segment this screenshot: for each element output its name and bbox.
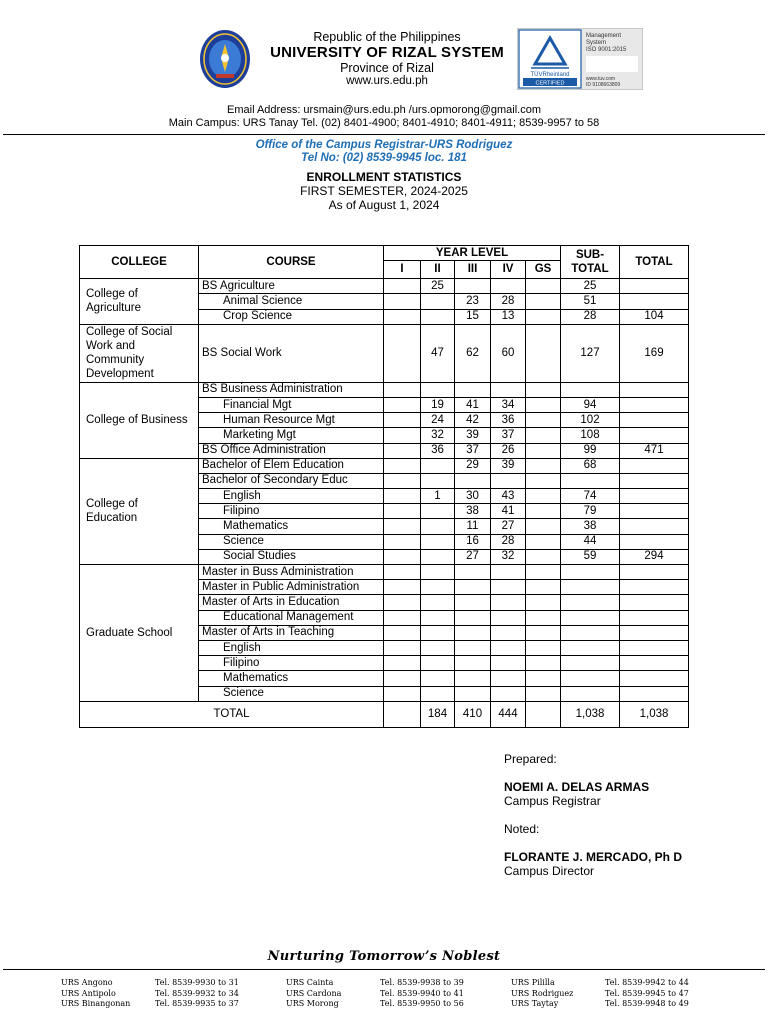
office-block [0, 139, 768, 165]
year-cell [421, 504, 455, 519]
contact-block [0, 104, 768, 130]
subtotal-cell [561, 686, 620, 701]
year-cell [421, 534, 455, 549]
subtotal-cell: 38 [561, 519, 620, 534]
year-cell: 62 [455, 324, 491, 382]
year-cell [526, 458, 561, 473]
year-cell [421, 625, 455, 640]
year-cell [384, 279, 421, 294]
year-cell: 27 [455, 549, 491, 564]
cert-line-2: System [586, 40, 607, 46]
course-cell: Master of Arts in Teaching [199, 625, 384, 640]
year-cell: 37 [491, 428, 526, 443]
subtotal-cell: 79 [561, 504, 620, 519]
year-cell [384, 565, 421, 580]
year-cell [384, 504, 421, 519]
year-cell: 47 [421, 324, 455, 382]
subtotal-cell: 59 [561, 549, 620, 564]
year-cell [384, 294, 421, 309]
year-cell: 32 [491, 549, 526, 564]
year-cell [491, 671, 526, 686]
year-cell: 15 [455, 309, 491, 324]
province-line: Province of Rizal [340, 61, 434, 75]
year-cell [455, 473, 491, 488]
tuv-certification-badge-icon [517, 28, 643, 90]
campus-name: URS Angono [61, 978, 113, 987]
year-cell: 24 [421, 413, 455, 428]
course-cell: Filipino [199, 656, 384, 671]
year-cell [421, 458, 455, 473]
year-cell [421, 519, 455, 534]
totals-year-cell [526, 701, 561, 727]
year-cell [421, 610, 455, 625]
year-cell [384, 382, 421, 397]
col-college: COLLEGE [80, 246, 199, 279]
year-cell: 37 [455, 443, 491, 458]
course-cell: Science [199, 686, 384, 701]
course-cell: Animal Science [199, 294, 384, 309]
year-cell [526, 428, 561, 443]
subtotal-cell: 99 [561, 443, 620, 458]
total-cell [620, 473, 689, 488]
total-cell: 104 [620, 309, 689, 324]
campus-tel: Tel. 8539-9938 to 39 [380, 978, 464, 987]
course-cell: Master of Arts in Education [199, 595, 384, 610]
year-cell [491, 382, 526, 397]
campus-name: URS Rodriguez [511, 988, 574, 998]
cert-id: ID 9108663809 [586, 82, 621, 88]
total-cell [620, 686, 689, 701]
prepared-title: Campus Registrar [504, 794, 601, 808]
total-cell [620, 458, 689, 473]
year-cell: 16 [455, 534, 491, 549]
totals-row [80, 701, 689, 727]
year-cell [455, 279, 491, 294]
col-year-1: I [384, 261, 421, 279]
year-cell [384, 549, 421, 564]
cert-line-3: ISO 9001:2015 [586, 47, 627, 53]
total-cell [620, 489, 689, 504]
year-cell: 23 [455, 294, 491, 309]
campus-name: URS Binangonan [61, 999, 131, 1008]
year-cell: 28 [491, 534, 526, 549]
year-cell: 26 [491, 443, 526, 458]
totals-year-cell: 410 [455, 701, 491, 727]
year-cell [526, 413, 561, 428]
year-cell: 29 [455, 458, 491, 473]
year-cell [455, 656, 491, 671]
year-cell [384, 473, 421, 488]
table-header [80, 246, 689, 279]
noted-name: FLORANTE J. MERCADO, Ph D [504, 850, 683, 864]
campus-name: URS Cainta [286, 978, 334, 987]
year-cell [455, 565, 491, 580]
year-cell [455, 671, 491, 686]
course-cell: Master in Public Administration [199, 580, 384, 595]
course-cell: Bachelor of Elem Education [199, 458, 384, 473]
totals-label: TOTAL [80, 701, 384, 727]
year-cell [455, 595, 491, 610]
year-cell: 39 [491, 458, 526, 473]
year-cell [526, 640, 561, 655]
report-semester: FIRST SEMESTER, 2024-2025 [300, 184, 468, 198]
course-cell: Crop Science [199, 309, 384, 324]
college-cell: College of Social Work and Community Development [80, 324, 199, 382]
year-cell: 28 [491, 294, 526, 309]
year-cell [455, 610, 491, 625]
year-cell [526, 686, 561, 701]
year-cell: 34 [491, 397, 526, 412]
total-cell [620, 610, 689, 625]
subtotal-cell: 44 [561, 534, 620, 549]
year-cell: 41 [491, 504, 526, 519]
year-cell [526, 382, 561, 397]
letterhead [0, 26, 768, 96]
year-cell [384, 656, 421, 671]
year-cell: 43 [491, 489, 526, 504]
subtotal-cell: 25 [561, 279, 620, 294]
table-row [80, 279, 689, 294]
year-cell [421, 656, 455, 671]
year-cell [384, 443, 421, 458]
total-cell [620, 656, 689, 671]
year-cell [491, 625, 526, 640]
year-cell [384, 595, 421, 610]
subtotal-cell [561, 595, 620, 610]
year-cell [526, 473, 561, 488]
website-line: www.urs.edu.ph [346, 75, 428, 87]
year-cell: 38 [455, 504, 491, 519]
campus-tel: Tel. 8539-9945 to 47 [605, 988, 689, 998]
total-cell [620, 504, 689, 519]
year-cell [526, 324, 561, 382]
year-cell [421, 473, 455, 488]
subtotal-cell [561, 473, 620, 488]
col-year-3: III [455, 261, 491, 279]
subtotal-cell [561, 565, 620, 580]
year-cell [491, 565, 526, 580]
total-cell [620, 519, 689, 534]
course-cell: Social Studies [199, 549, 384, 564]
campus-tel: Tel. 8539-9940 to 41 [380, 988, 464, 998]
year-cell [526, 309, 561, 324]
total-cell: 169 [620, 324, 689, 382]
university-seal-icon [198, 28, 252, 90]
year-cell [526, 610, 561, 625]
year-cell [384, 625, 421, 640]
year-cell [421, 686, 455, 701]
year-cell [421, 549, 455, 564]
cert-url: www.tuv.com [586, 76, 616, 82]
prepared-name: NOEMI A. DELAS ARMAS [504, 780, 650, 794]
col-year-gs: GS [526, 261, 561, 279]
year-cell [491, 610, 526, 625]
course-cell: BS Agriculture [199, 279, 384, 294]
year-cell [384, 534, 421, 549]
year-cell [384, 489, 421, 504]
year-cell: 39 [455, 428, 491, 443]
subtotal-cell [561, 640, 620, 655]
year-cell [421, 595, 455, 610]
year-cell [421, 565, 455, 580]
total-cell [620, 397, 689, 412]
year-cell: 60 [491, 324, 526, 382]
total-cell: 471 [620, 443, 689, 458]
campus-tel: Tel. 8539-9935 to 37 [155, 999, 239, 1008]
motto: Nurturing Tomorrow’s Noblest [267, 949, 501, 964]
campus-tel: Tel. 8539-9930 to 31 [155, 978, 239, 987]
year-cell [526, 595, 561, 610]
col-subtotal: SUB- TOTAL [561, 246, 620, 279]
campus-tel: Tel. 8539-9932 to 34 [155, 988, 239, 998]
col-year-4: IV [491, 261, 526, 279]
campus-name: URS Morong [286, 999, 339, 1008]
year-cell [455, 625, 491, 640]
total-cell [620, 382, 689, 397]
year-cell [491, 686, 526, 701]
cert-line-1: Management [586, 33, 622, 39]
year-cell [526, 397, 561, 412]
col-year-2: II [421, 261, 455, 279]
year-cell [491, 279, 526, 294]
campus-tel: Tel. 8539-9942 to 44 [605, 978, 689, 987]
col-course: COURSE [199, 246, 384, 279]
total-cell [620, 413, 689, 428]
table-row [80, 324, 689, 382]
course-cell: Financial Mgt [199, 397, 384, 412]
year-cell [384, 428, 421, 443]
subtotal-cell: 51 [561, 294, 620, 309]
course-cell: English [199, 640, 384, 655]
total-cell [620, 580, 689, 595]
year-cell: 27 [491, 519, 526, 534]
subtotal-cell: 102 [561, 413, 620, 428]
campus-name: URS Antipolo [61, 988, 116, 998]
college-cell: College of Education [80, 458, 199, 564]
campus-tel: Tel. 8539-9950 to 56 [380, 999, 464, 1008]
totals-year-cell [384, 701, 421, 727]
course-cell: Human Resource Mgt [199, 413, 384, 428]
total-cell [620, 565, 689, 580]
signatories [504, 752, 682, 878]
year-cell: 19 [421, 397, 455, 412]
college-cell: College of Agriculture [80, 279, 199, 325]
year-cell [526, 625, 561, 640]
year-cell [526, 580, 561, 595]
year-cell [491, 656, 526, 671]
course-cell: Mathematics [199, 519, 384, 534]
subtotal-cell: 68 [561, 458, 620, 473]
total-cell [620, 671, 689, 686]
course-cell: Filipino [199, 504, 384, 519]
republic-line: Republic of the Philippines [313, 30, 461, 44]
year-cell [526, 519, 561, 534]
table-row [80, 458, 689, 473]
year-cell [526, 656, 561, 671]
subtotal-cell [561, 580, 620, 595]
report-title-block [0, 170, 768, 212]
course-cell: Master in Buss Administration [199, 565, 384, 580]
subtotal-cell: 94 [561, 397, 620, 412]
campus-row [61, 978, 741, 989]
year-cell [384, 519, 421, 534]
total-cell: 294 [620, 549, 689, 564]
year-cell [526, 534, 561, 549]
course-cell: BS Social Work [199, 324, 384, 382]
year-cell [491, 640, 526, 655]
subtotal-cell: 28 [561, 309, 620, 324]
university-name: UNIVERSITY OF RIZAL SYSTEM [270, 44, 504, 61]
year-cell [526, 443, 561, 458]
totals-year-cell: 184 [421, 701, 455, 727]
campus-directory [61, 978, 741, 1010]
report-as-of: As of August 1, 2024 [328, 198, 440, 212]
noted-label: Noted: [504, 822, 540, 836]
campus-row [61, 999, 741, 1010]
total-cell [620, 625, 689, 640]
year-cell: 36 [491, 413, 526, 428]
year-cell: 30 [455, 489, 491, 504]
total-cell [620, 534, 689, 549]
total-cell [620, 428, 689, 443]
college-cell: College of Business [80, 382, 199, 458]
year-cell [526, 294, 561, 309]
year-cell [421, 640, 455, 655]
year-cell [384, 671, 421, 686]
campus-tel: Tel. 8539-9948 to 49 [605, 999, 689, 1008]
year-cell [455, 580, 491, 595]
subtotal-cell: 127 [561, 324, 620, 382]
course-cell: Science [199, 534, 384, 549]
total-cell [620, 294, 689, 309]
year-cell [526, 504, 561, 519]
subtotal-cell [561, 671, 620, 686]
subtotal-cell [561, 625, 620, 640]
year-cell [384, 580, 421, 595]
tuv-brand: TÜVRheinland [530, 72, 570, 78]
year-cell [384, 324, 421, 382]
year-cell: 1 [421, 489, 455, 504]
course-cell: BS Office Administration [199, 443, 384, 458]
subtotal-cell [561, 656, 620, 671]
year-cell [455, 640, 491, 655]
year-cell [421, 309, 455, 324]
report-title: ENROLLMENT STATISTICS [306, 170, 462, 184]
year-cell [526, 279, 561, 294]
year-cell [526, 549, 561, 564]
subtotal-cell [561, 382, 620, 397]
table-body [80, 279, 689, 728]
course-cell: BS Business Administration [199, 382, 384, 397]
year-cell [384, 458, 421, 473]
year-cell [526, 489, 561, 504]
year-cell [491, 473, 526, 488]
enrollment-table [79, 245, 689, 728]
year-cell: 32 [421, 428, 455, 443]
totals-subtotal-cell: 1,038 [561, 701, 620, 727]
year-cell [384, 397, 421, 412]
year-cell: 25 [421, 279, 455, 294]
table-row [80, 382, 689, 397]
year-cell [421, 382, 455, 397]
grand-total-cell: 1,038 [620, 701, 689, 727]
year-cell [491, 580, 526, 595]
office-tel: Tel No: (02) 8539-9945 loc. 181 [301, 152, 467, 164]
subtotal-cell: 108 [561, 428, 620, 443]
campus-name: URS Pililla [511, 978, 555, 987]
year-cell [384, 640, 421, 655]
course-cell: English [199, 489, 384, 504]
total-cell [620, 595, 689, 610]
year-cell [384, 309, 421, 324]
year-cell: 13 [491, 309, 526, 324]
year-cell [455, 686, 491, 701]
university-name-block [262, 30, 512, 88]
col-year-level: YEAR LEVEL [384, 246, 561, 261]
total-cell [620, 640, 689, 655]
totals-year-cell: 444 [491, 701, 526, 727]
year-cell [526, 671, 561, 686]
col-total: TOTAL [620, 246, 689, 279]
total-cell [620, 279, 689, 294]
prepared-label: Prepared: [504, 752, 557, 766]
main-campus-line: Main Campus: URS Tanay Tel. (02) 8401-4900; 8401-4910; 8401-4911; 8539-9957 to 58 [168, 117, 600, 129]
year-cell [526, 565, 561, 580]
year-cell [455, 382, 491, 397]
year-cell [421, 294, 455, 309]
header-divider [3, 134, 765, 135]
year-cell: 36 [421, 443, 455, 458]
year-cell: 11 [455, 519, 491, 534]
college-cell: Graduate School [80, 565, 199, 702]
office-name: Office of the Campus Registrar-URS Rodriguez [255, 139, 513, 151]
year-cell: 42 [455, 413, 491, 428]
campus-name: URS Taytay [511, 999, 559, 1008]
year-cell [384, 686, 421, 701]
course-cell: Educational Management [199, 610, 384, 625]
campus-name: URS Cardona [286, 988, 342, 998]
course-cell: Mathematics [199, 671, 384, 686]
subtotal-cell [561, 610, 620, 625]
noted-title: Campus Director [504, 864, 595, 878]
tuv-certified: CERTIFIED [535, 80, 565, 87]
course-cell: Bachelor of Secondary Educ [199, 473, 384, 488]
email-line: Email Address: ursmain@urs.edu.ph /urs.opmorong@gmail.com [227, 104, 541, 116]
year-cell [384, 610, 421, 625]
year-cell [491, 595, 526, 610]
footer-divider [3, 969, 765, 970]
year-cell [421, 580, 455, 595]
subtotal-cell: 74 [561, 489, 620, 504]
campus-row [61, 989, 741, 1000]
year-cell [421, 671, 455, 686]
year-cell [384, 413, 421, 428]
table-row [80, 565, 689, 580]
year-cell: 41 [455, 397, 491, 412]
course-cell: Marketing Mgt [199, 428, 384, 443]
